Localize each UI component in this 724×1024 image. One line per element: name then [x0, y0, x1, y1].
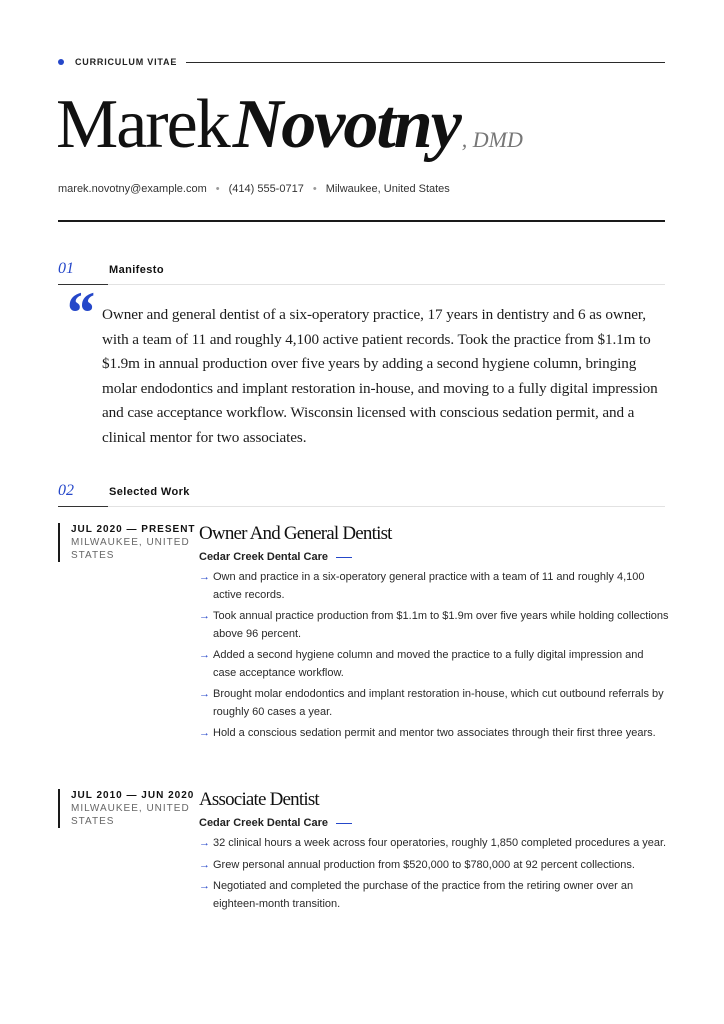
job-dates: JUL 2010 — JUN 2020 — [71, 790, 195, 801]
section-header-manifesto — [58, 258, 665, 288]
section-title: Selected Work — [109, 486, 190, 498]
manifesto-text: Owner and general dentist of a six-operatory practice, 17 years in dentistry and 6 as owner, with a team of 11 and roughly 4,100 active patient records. Took the practice from $1.1m to $1.9m in annual production over five years by adding a second hygiene column, bringing molar endodontics and implant restoration in-house, and moving to a fully digital impression and case acceptance workflow. Wisconsin licensed with conscious sedation permit, and a clinical mentor for two associates. — [102, 306, 658, 446]
cv-label: CURRICULUM VITAE — [75, 57, 178, 67]
section-title: Manifesto — [109, 264, 164, 276]
job-body — [199, 787, 669, 917]
contact-email[interactable]: marek.novotny@example.com — [58, 183, 207, 195]
job-company — [199, 815, 669, 831]
last-name: Novotny — [232, 86, 460, 163]
credential: , DMD — [461, 127, 523, 152]
job-location: MILWAUKEE, UNITED STATES — [71, 803, 190, 827]
divider — [108, 506, 665, 507]
contact-line — [58, 183, 450, 195]
list-item — [199, 647, 669, 682]
job-title: Associate Dentist — [199, 789, 319, 810]
list-item — [199, 878, 669, 913]
bullet-text: Hold a conscious sedation permit and mentor two associates through their first three years. — [213, 727, 656, 739]
candidate-name — [56, 80, 523, 170]
bullet-text: 32 clinical hours a week across four operatories, roughly 1,850 completed procedures a year. — [213, 837, 667, 849]
job-body — [199, 521, 669, 747]
list-item — [199, 857, 669, 875]
list-item — [199, 608, 669, 643]
section-header-work — [58, 480, 665, 510]
bullet-text: Own and practice in a six-operatory general practice with a team of 11 and roughly 4,100 active records. — [213, 571, 645, 601]
contact-location: Milwaukee, United States — [325, 183, 450, 195]
bullet-list — [199, 569, 669, 743]
bullet-list — [199, 835, 669, 913]
dot-icon — [58, 59, 64, 65]
arrow-right-icon: → — [199, 880, 210, 892]
job-title: Owner And General Dentist — [199, 523, 392, 544]
arrow-right-icon: → — [199, 571, 210, 583]
arrow-right-icon: → — [199, 837, 210, 849]
list-item — [199, 686, 669, 721]
bullet-text: Added a second hygiene column and moved the practice to a fully digital impression and case acceptance workflow. — [213, 649, 644, 679]
bullet-text: Brought molar endodontics and implant restoration in-house, which cut outbound referrals by roughly 60 cases a year. — [213, 688, 664, 718]
cv-label-row — [58, 55, 665, 69]
section-number: 02 — [58, 482, 74, 499]
arrow-right-icon: → — [199, 610, 210, 622]
dash-icon — [336, 557, 352, 558]
divider — [186, 62, 665, 63]
header-divider — [58, 220, 665, 222]
section-number: 01 — [58, 260, 74, 277]
first-name: Marek — [56, 86, 229, 163]
job-dates: JUL 2020 — PRESENT — [71, 524, 196, 535]
company-name: Cedar Creek Dental Care — [199, 817, 329, 829]
quote-icon: “ — [64, 280, 94, 346]
arrow-right-icon: → — [199, 858, 210, 871]
job-location: MILWAUKEE, UNITED STATES — [71, 537, 190, 561]
job-company — [199, 549, 669, 565]
bullet-text: Negotiated and completed the purchase of the practice from the retiring owner over an eighteen-month transition. — [213, 880, 634, 910]
contact-separator: • — [215, 183, 220, 195]
arrow-right-icon: → — [199, 727, 210, 739]
list-item — [199, 725, 669, 743]
contact-phone[interactable]: (414) 555-0717 — [228, 183, 304, 195]
job-meta — [58, 789, 196, 828]
list-item — [199, 835, 669, 853]
job-meta — [58, 523, 196, 562]
contact-separator: • — [312, 183, 317, 195]
arrow-right-icon: → — [199, 688, 210, 700]
arrow-right-icon: → — [199, 649, 210, 661]
divider — [108, 284, 665, 285]
company-name: Cedar Creek Dental Care — [199, 551, 329, 563]
dash-icon — [336, 823, 352, 824]
list-item — [199, 569, 669, 604]
bullet-text: Grew personal annual production from $520,000 to $780,000 at 92 percent collections. — [213, 858, 635, 871]
divider — [58, 506, 108, 507]
bullet-text: Took annual practice production from $1.1m to $1.9m over five years while holding collections above 96 percent. — [213, 610, 669, 640]
